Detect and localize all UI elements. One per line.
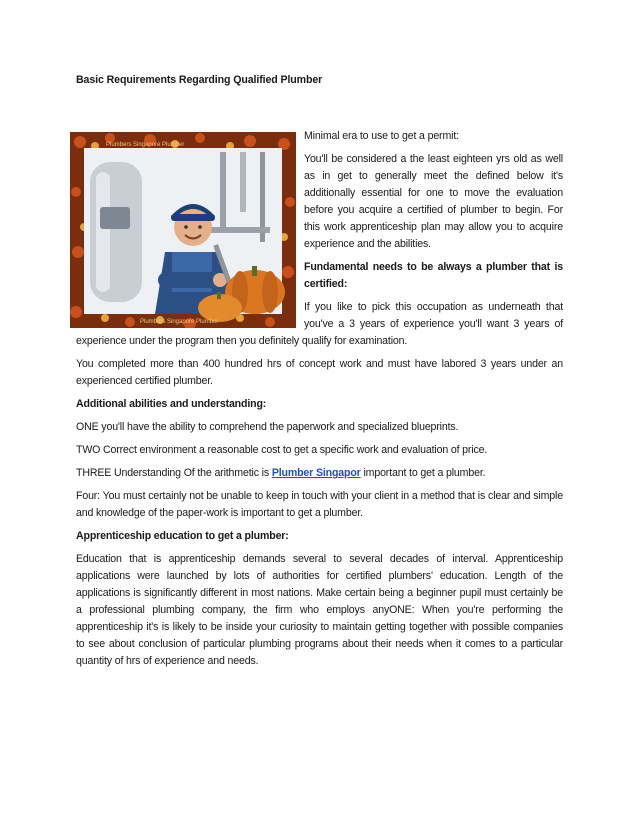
- paragraph-ability-three: [76, 465, 563, 482]
- paragraph-ability-one: ONE you'll have the ability to comprehend the paperwork and specialized blueprints.: [76, 421, 459, 433]
- plumber-singapore-link[interactable]: Plumber Singapor: [271, 467, 361, 479]
- heading-additional-abilities: Additional abilities and understanding:: [76, 398, 267, 410]
- heading-apprenticeship: Apprenticeship education to get a plumber:: [76, 530, 289, 542]
- paragraph-permit-age: Minimal era to use to get a permit:: [304, 130, 459, 142]
- figure-spacer: [76, 124, 304, 329]
- paragraph-hours: You completed more than 400 hundred hrs of concept work and must have labored 3 years under an experienced certified plumber.: [76, 358, 563, 387]
- frame-caption-bottom: Plumbers Singapore Plumber: [140, 319, 219, 325]
- paragraph-apprenticeship: Education that is apprenticeship demands several to several decades of interval. Apprenticeship applications were launched by lots of authorities for certified plumbers' education. Length of the applications is significantly different in most nations. Make certain being a beginner pupil must certainly be a professional plumbing company, the firm who employs anyONE: When you're performing the apprenticeship it's is likely to be inside your curiosity to maintain getting together with possible companies to see about conclusion of particular plumbing programs about their needs when it comes to a particular quantity of hrs of experience and needs.: [76, 553, 563, 667]
- ability-three-text-before: THREE Understanding Of the arithmetic is: [76, 467, 272, 479]
- paragraph-eligibility: You'll be considered a the least eighteen yrs old as well as in get to generally meet the defined below it's additionally essential for one to move the evaluation before you acquire a certified of plumber to begin. For this work apprenticeship plan may allow you to acquire experience and the abilities.: [304, 153, 563, 250]
- document-title: Basic Requirements Regarding Qualified Plumber: [76, 74, 323, 86]
- paragraph-ability-four: Four: You must certainly not be unable to keep in touch with your client in a method that is clear and simple and knowledge of the paper-work is important to get a plumber.: [76, 490, 563, 519]
- paragraph-ability-two: TWO Correct environment a reasonable cost to get a specific work and evaluation of price.: [76, 444, 488, 456]
- frame-caption-top: Plumbers Singapore Plumber: [106, 142, 185, 148]
- heading-fundamental-needs: Fundamental needs to be always a plumber that is certified:: [304, 261, 563, 290]
- document-body: [76, 124, 563, 676]
- paragraph-experience: If you like to pick this occupation as underneath that you've a 3 years of experience you'll want 3 years of experience under the program then you definitely qualify for examination.: [76, 301, 563, 347]
- ability-three-text-after: important to get a plumber.: [360, 467, 486, 479]
